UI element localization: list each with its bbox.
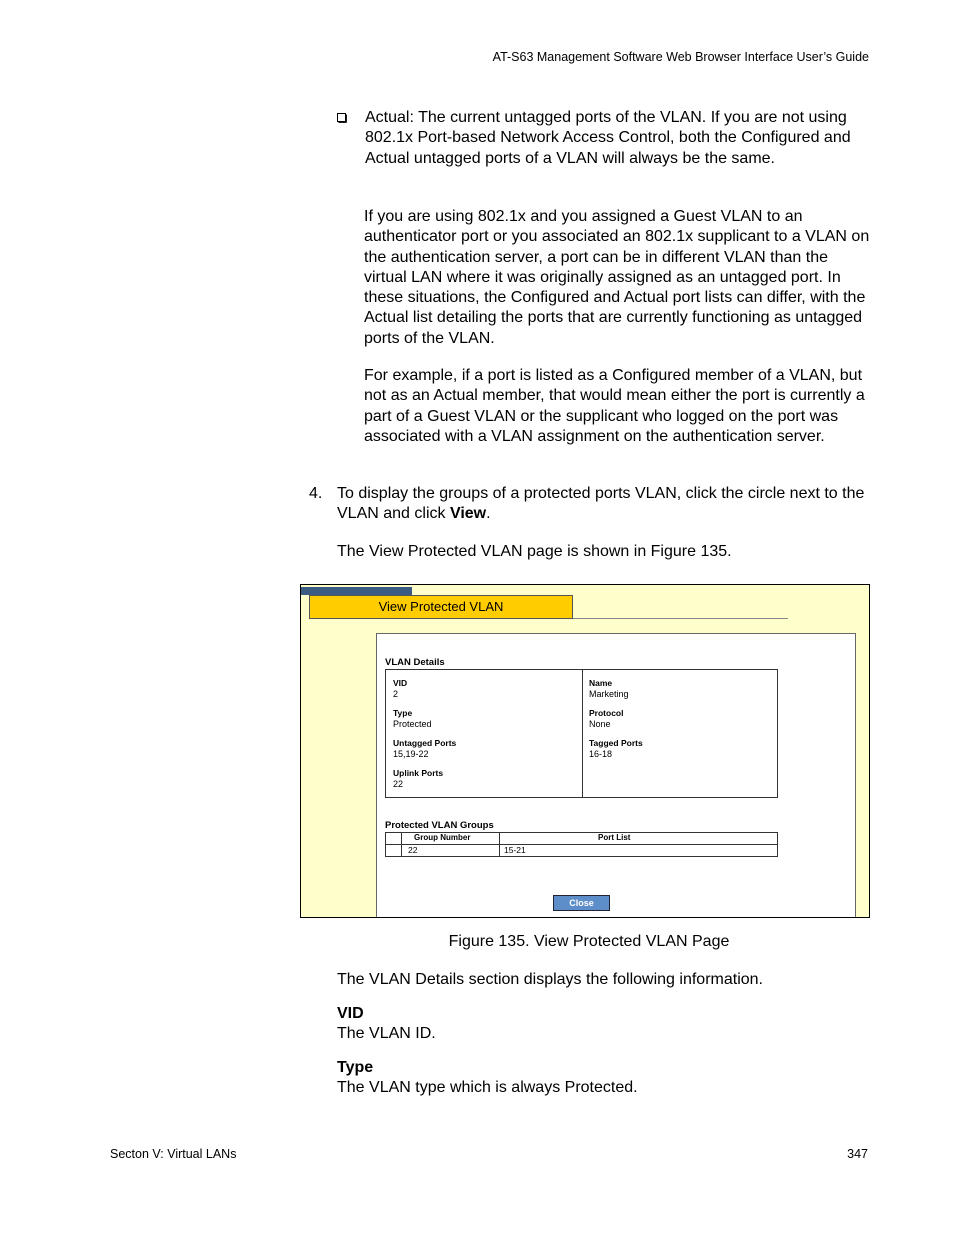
checkbox-bullet-icon [337, 113, 347, 123]
name-label: Name [589, 678, 613, 688]
tagged-ports-value: 16-18 [589, 749, 613, 759]
vlan-details-box [385, 669, 778, 798]
table-row-group: 22 [408, 845, 418, 855]
guest-vlan-paragraph: If you are using 802.1x and you assigned a Guest VLAN to an authenticator port or you associated an 802.1x supplicant to a VLAN on the authentication server, a port can be in different VLAN than the virtual LAN where it was originally assigned as an untagged port. In these situations, the Configured and Actual port lists can differ, with the Actual list detailing the ports that are currently functioning as untagged ports of the VLAN. [364, 208, 870, 347]
view-term: View [449, 505, 487, 523]
actual-paragraph: Actual: The current untagged ports of the VLAN. If you are not using 802.1x Port-based Network Access Control, both the Configured and Actual untagged ports of a VLAN will always be the same. [365, 109, 851, 167]
table-col-divider [499, 833, 500, 856]
details-panel [376, 633, 856, 918]
untagged-ports-value: 15,19-22 [393, 749, 429, 759]
uplink-ports-label: Uplink Ports [393, 768, 444, 778]
tab-underline [573, 618, 788, 619]
step-text: To display the groups of a protected ports VLAN, click the circle next to the VLAN and click View. [337, 485, 865, 523]
figure-caption: Figure 135. View Protected VLAN Page [448, 933, 730, 950]
figure-top-bar [301, 587, 412, 595]
protocol-value: None [589, 719, 611, 729]
def-type: The VLAN type which is always Protected. [337, 1079, 638, 1096]
running-header: AT-S63 Management Software Web Browser Interface User’s Guide [492, 50, 869, 64]
term-type: Type [337, 1059, 374, 1076]
protocol-label: Protocol [589, 708, 624, 718]
uplink-ports-value: 22 [393, 779, 404, 789]
details-divider [582, 670, 583, 797]
vid-value: 2 [393, 689, 399, 699]
name-value: Marketing [589, 689, 629, 699]
protected-vlan-groups-table [385, 832, 778, 857]
vlan-details-heading: VLAN Details [385, 657, 445, 668]
untagged-ports-label: Untagged Ports [393, 738, 457, 748]
type-label: Type [393, 708, 413, 718]
page-number: 347 [847, 1147, 868, 1161]
def-vid: The VLAN ID. [337, 1025, 436, 1042]
term-vid: VID [337, 1005, 364, 1022]
protected-vlan-groups-heading: Protected VLAN Groups [385, 820, 494, 831]
figure-reference-paragraph: The View Protected VLAN page is shown in Figure 135. [337, 543, 732, 560]
col-group-number: Group Number [414, 833, 471, 842]
footer-section: Secton V: Virtual LANs [110, 1147, 237, 1161]
vid-label: VID [393, 678, 408, 688]
view-protected-vlan-figure [300, 584, 870, 918]
table-row-ports: 15-21 [504, 845, 526, 855]
type-value: Protected [393, 719, 432, 729]
tagged-ports-label: Tagged Ports [589, 738, 643, 748]
close-button[interactable]: Close [553, 895, 610, 911]
col-port-list: Port List [598, 833, 631, 842]
table-header-divider [386, 844, 777, 845]
details-intro-paragraph: The VLAN Details section displays the following information. [337, 971, 763, 988]
example-paragraph: For example, if a port is listed as a Configured member of a VLAN, but not as an Actual member, that would mean either the port is currently a part of a Guest VLAN or the supplicant who logged on the port was associated with a VLAN assignment on the authentication server. [364, 367, 865, 445]
table-col-divider [401, 833, 402, 856]
tab-view-protected-vlan[interactable]: View Protected VLAN [309, 595, 573, 619]
step-number: 4. [309, 485, 323, 502]
